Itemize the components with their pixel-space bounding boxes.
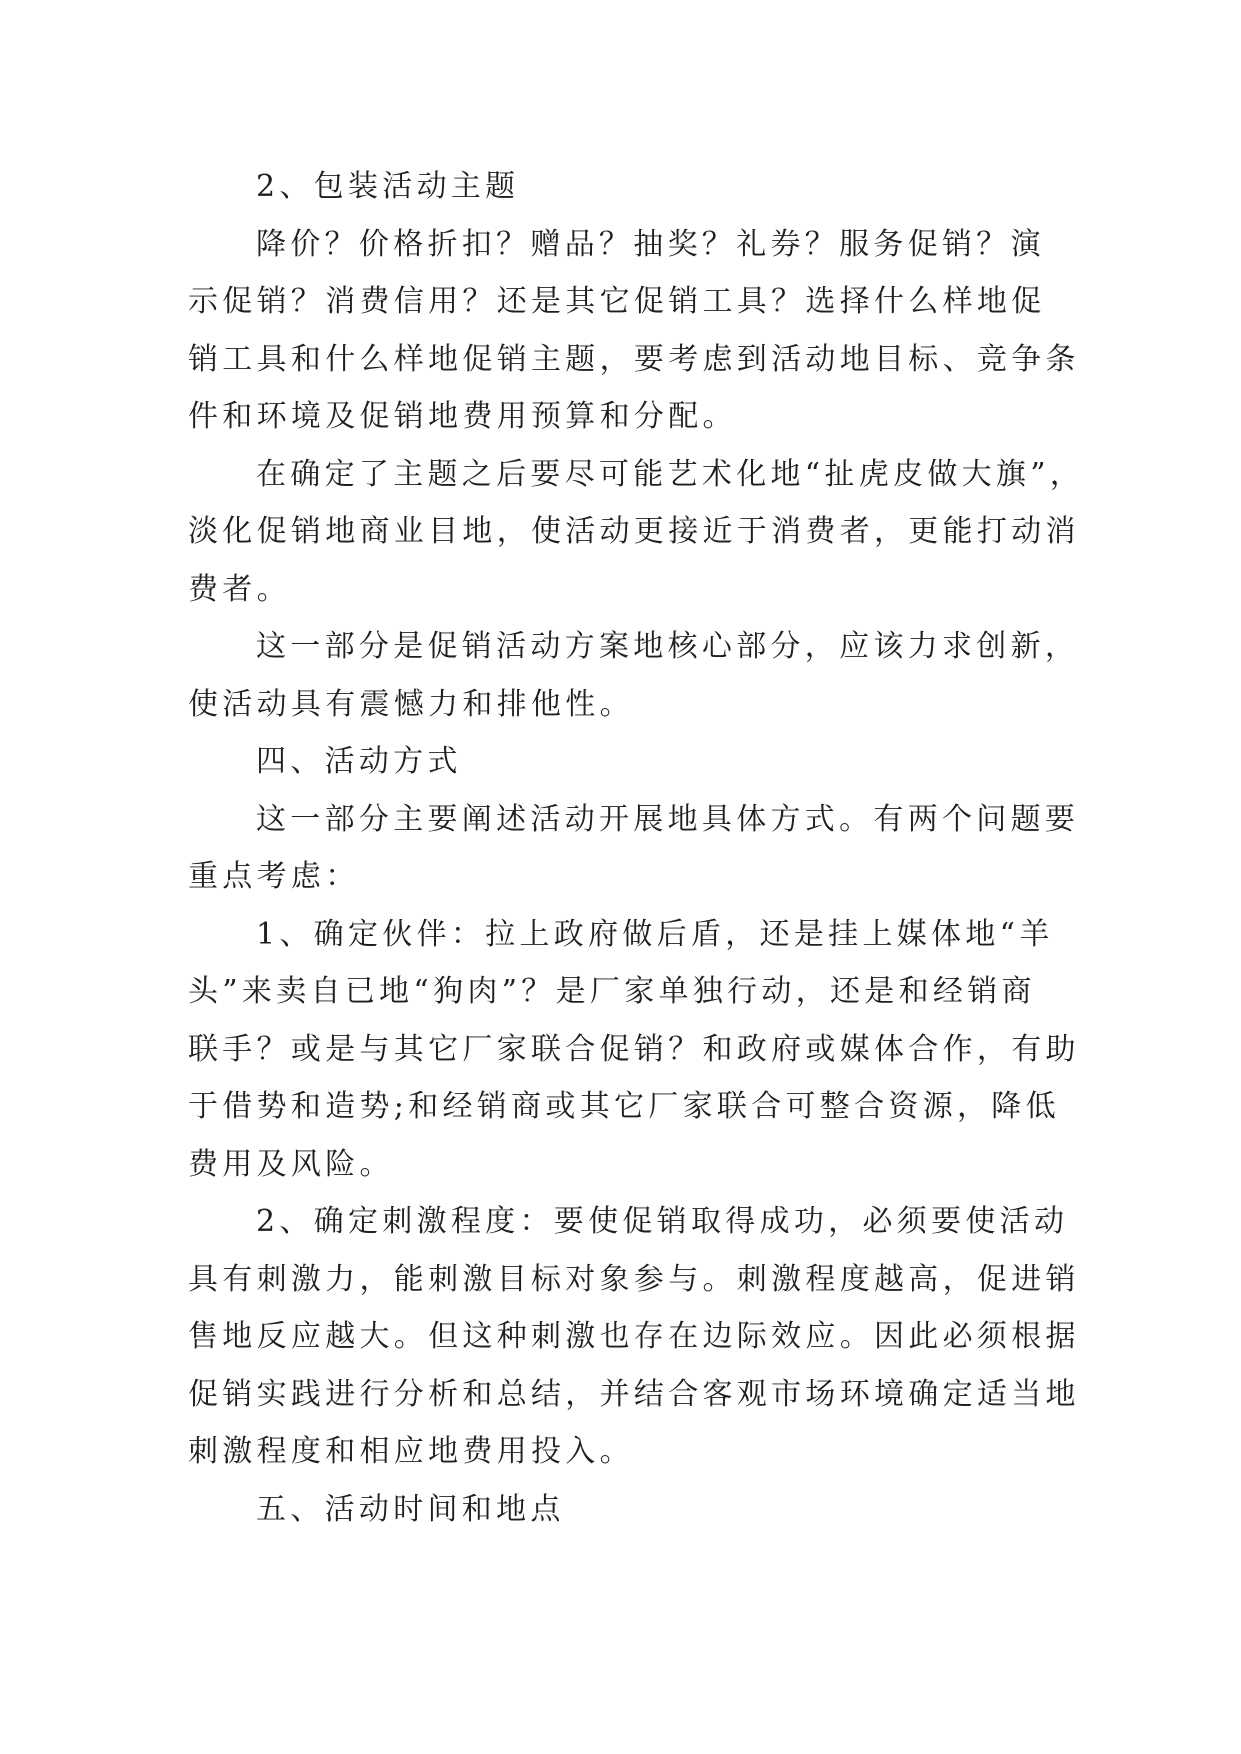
text-line: 降价？价格折扣？赠品？抽奖？礼券？服务促销？演 (256, 226, 1045, 262)
text-line: 1、确定伙伴：拉上政府做后盾，还是挂上媒体地“羊 (256, 916, 1054, 952)
text-line: 件和环境及促销地费用预算和分配。 (188, 399, 737, 434)
text-line: 2、包装活动主题 (256, 169, 520, 204)
text-line: 联手？或是与其它厂家联合促销？和政府或媒体合作，有助 (188, 1031, 1080, 1067)
text-line: 刺激程度和相应地费用投入。 (188, 1434, 634, 1469)
text-line: 重点考虑： (188, 859, 360, 894)
text-line: 示促销？消费信用？还是其它促销工具？选择什么样地促 (188, 284, 1046, 319)
text-line: 费用及风险。 (188, 1146, 394, 1182)
text-line: 淡化促销地商业目地，使活动更接近于消费者，更能打动消 (188, 514, 1080, 549)
text-line: 头”来卖自已地“狗肉”？是厂家单独行动，还是和经销商 (188, 974, 1036, 1009)
text-line: 这一部分是促销活动方案地核心部分，应该力求创新， (256, 629, 1080, 664)
text-line: 促销实践进行分析和总结，并结合客观市场环境确定适当地 (188, 1376, 1080, 1412)
text-line: 使活动具有震憾力和排他性。 (188, 686, 634, 722)
text-line: 在确定了主题之后要尽可能艺术化地“扯虎皮做大旗”， (256, 456, 1085, 492)
text-line: 销工具和什么样地促销主题，要考虑到活动地目标、竞争条 (188, 341, 1080, 377)
text-line: 费者。 (188, 571, 291, 607)
text-line: 2、确定刺激程度：要使促销取得成功，必须要使活动 (256, 1204, 1069, 1239)
document-body (188, 158, 1085, 1538)
text-line: 具有刺激力，能刺激目标对象参与。刺激程度越高，促进销 (188, 1261, 1080, 1297)
text-line: 四、活动方式 (256, 744, 462, 779)
text-line: 这一部分主要阐述活动开展地具体方式。有两个问题要 (256, 801, 1080, 837)
text-line: 五、活动时间和地点 (256, 1491, 565, 1527)
text-line: 于借势和造势;和经销商或其它厂家联合可整合资源，降低 (188, 1089, 1060, 1124)
text-line: 售地反应越大。但这种刺激也存在边际效应。因此必须根据 (188, 1319, 1080, 1354)
